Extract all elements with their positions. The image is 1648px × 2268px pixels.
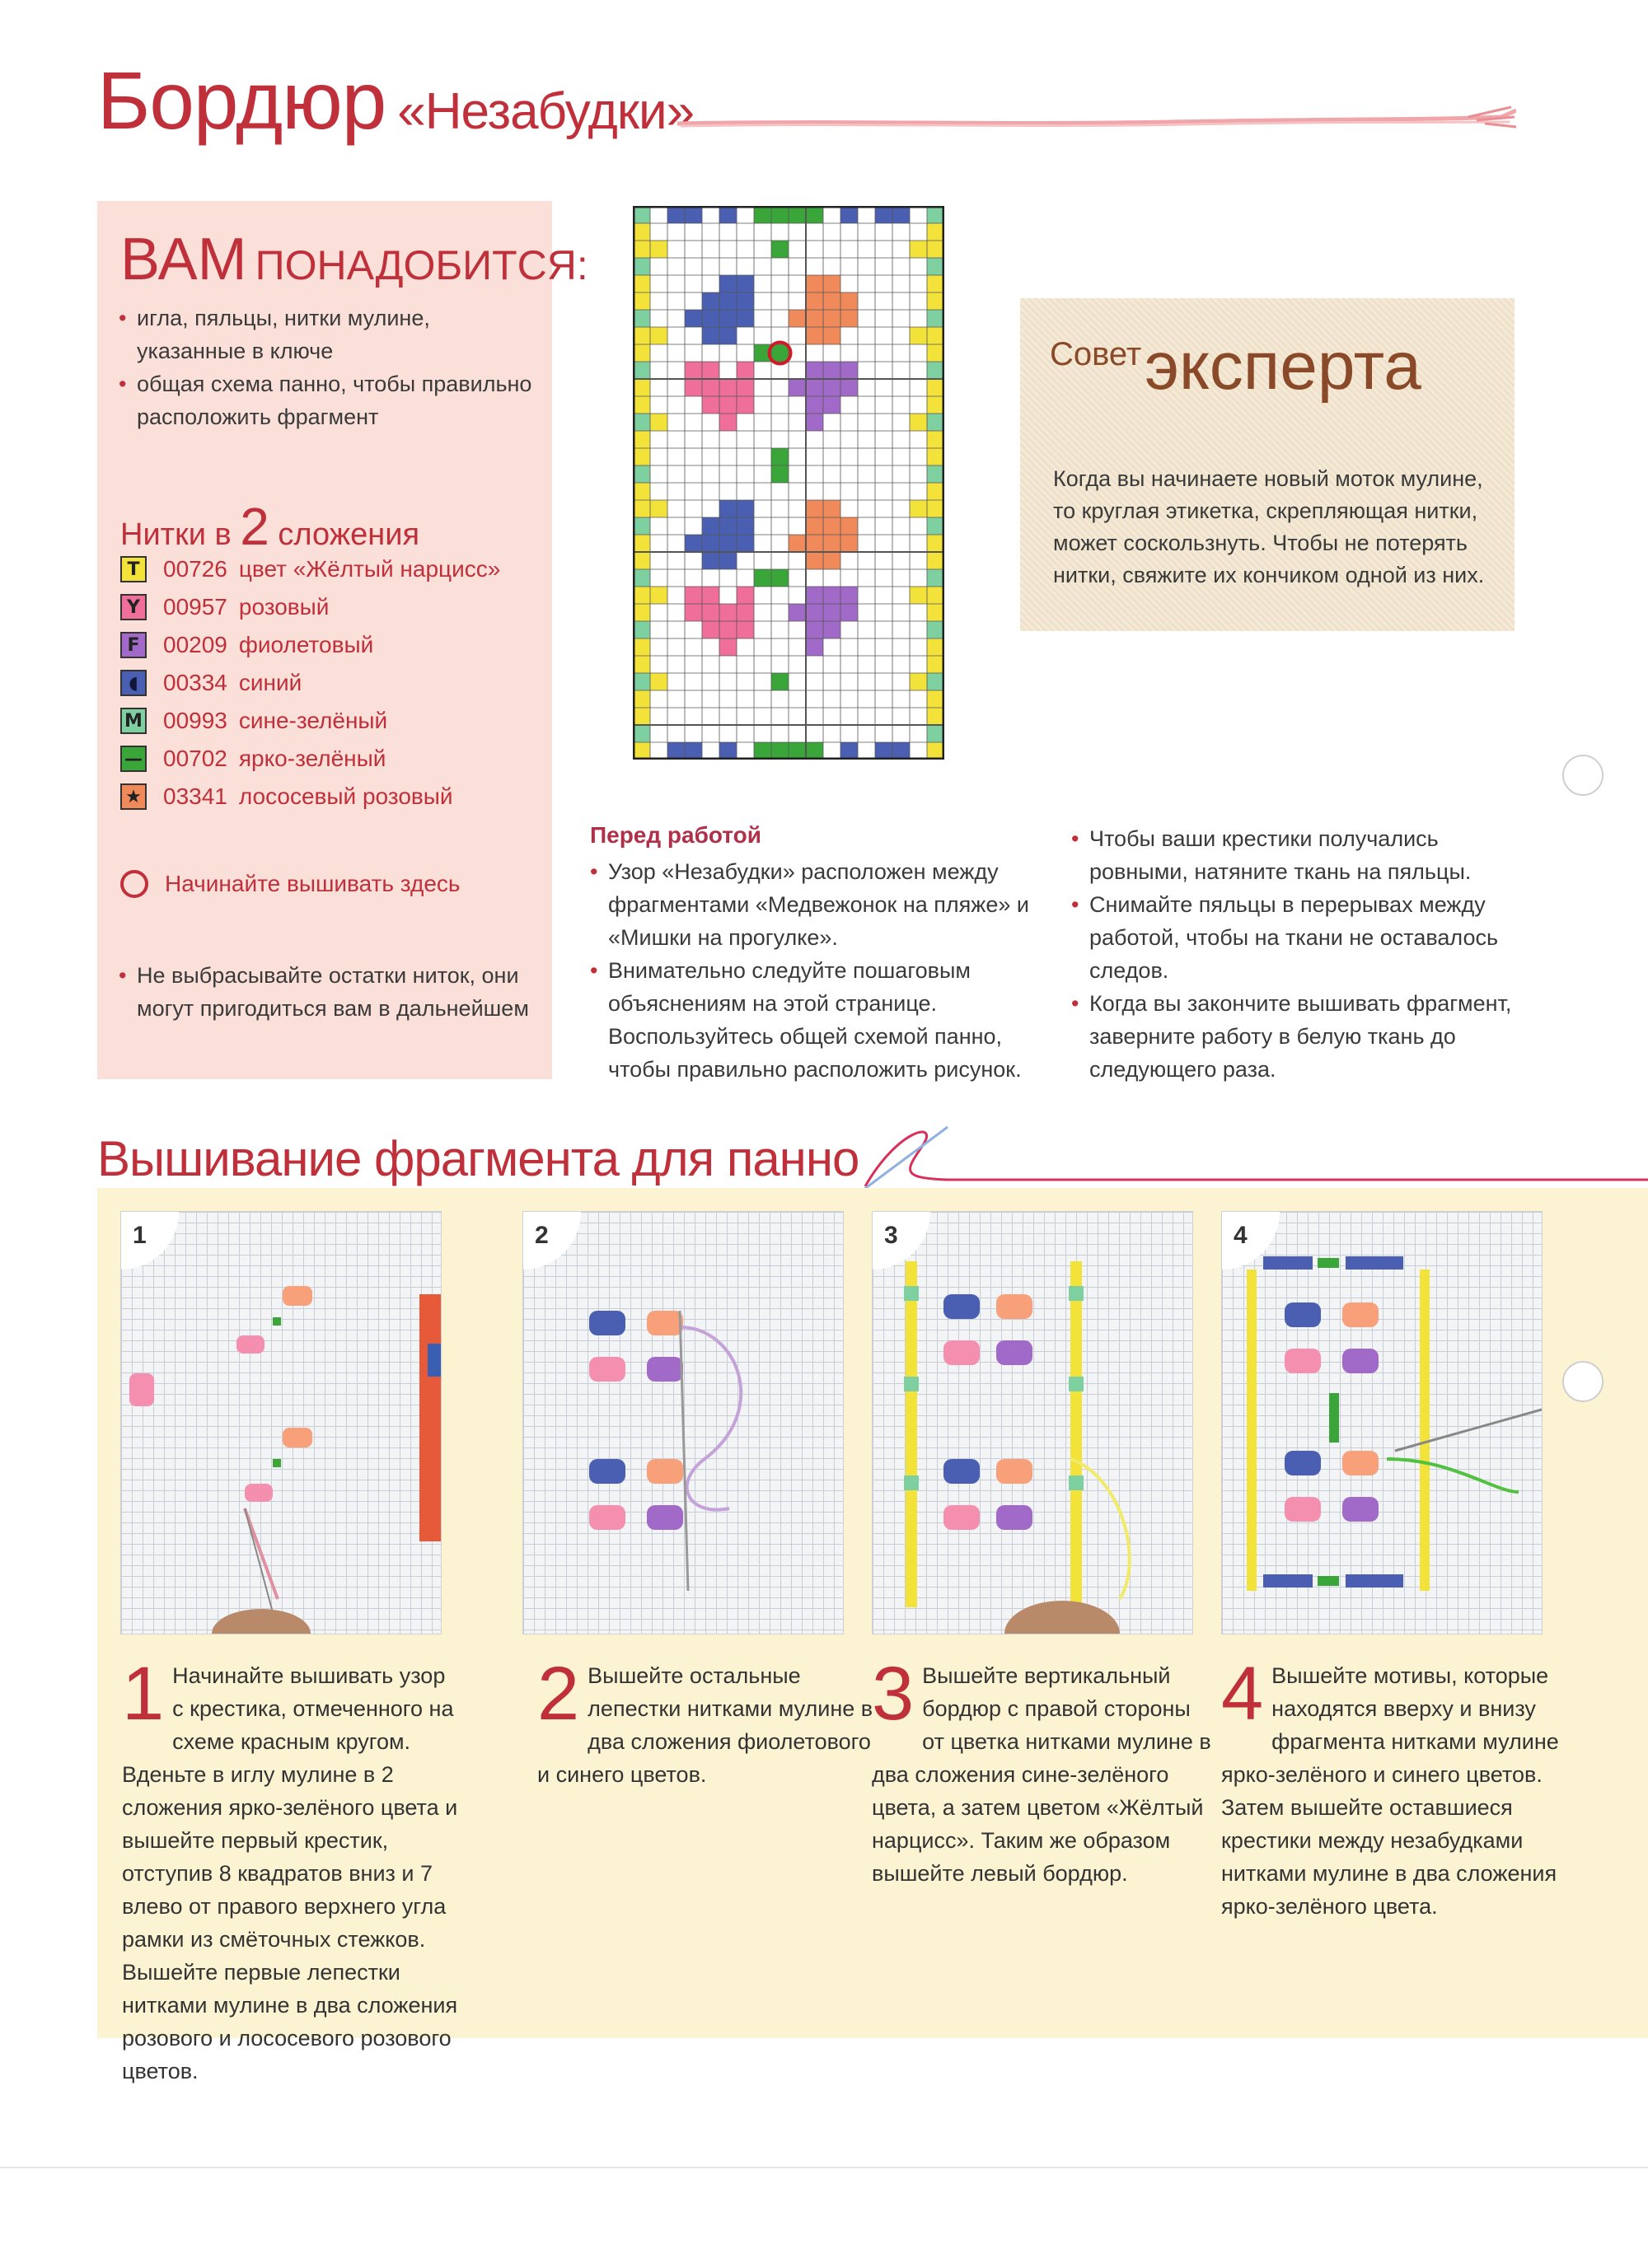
step-number: 3: [872, 1652, 915, 1736]
step-description: Начинайте вышивать узор с крестика, отмеченного на схеме красным кругом. Вденьте в иглу мулине в 2 сложения ярко-зелёного цвета и вышейте первый крестик, отступив 8 квадратов вниз и 7 влево от правого верхнего угла рамки из смёточных стежков. Вышейте первые лепестки нитками мулине в два сложения розового и лососевого розового цветов.: [122, 1663, 458, 2083]
supplies-heading-big: ВАМ: [120, 227, 247, 292]
chart-stitch: [633, 414, 650, 431]
chart-stitch: [823, 292, 840, 310]
chart-stitch: [702, 552, 719, 569]
chart-stitch: [927, 344, 944, 362]
chart-stitch: [892, 742, 910, 760]
chart-stitch: [719, 517, 737, 535]
chart-stitch: [927, 587, 944, 604]
chart-stitch: [771, 742, 789, 760]
chart-stitch: [927, 431, 944, 448]
chart-stitch: [875, 206, 892, 223]
tips-item: • Когда вы закончите вышивать фрагмент, заверните работу в белую ткань до следующего раза.: [1071, 987, 1533, 1086]
chart-stitch: [719, 535, 737, 552]
thread-name: лососевый розовый: [238, 783, 453, 809]
chart-stitch: [927, 569, 944, 587]
chart-stitch: [633, 292, 650, 310]
chart-stitch: [806, 379, 823, 396]
chart-stitch: [633, 517, 650, 535]
chart-stitch: [719, 638, 737, 656]
chart-stitch: [754, 742, 771, 760]
chart-stitch: [927, 465, 944, 483]
chart-stitch: [806, 500, 823, 517]
chart-stitch: [927, 708, 944, 725]
step-photo-1: [120, 1211, 442, 1634]
chart-stitch: [771, 569, 789, 587]
before-work-item: • Внимательно следуйте пошаговым объяснениям на этой странице. Воспользуйтесь общей схемой панно, чтобы правильно расположить рисунок.: [590, 954, 1035, 1086]
chart-stitch: [737, 379, 754, 396]
chart-stitch: [789, 310, 806, 327]
step-photo-number: 1: [121, 1212, 179, 1270]
chart-stitch: [840, 535, 858, 552]
chart-stitch: [927, 448, 944, 465]
chart-stitch: [806, 535, 823, 552]
chart-stitch: [840, 742, 858, 760]
chart-stitch: [927, 552, 944, 569]
chart-stitch: [633, 465, 650, 483]
step-text-4: [1221, 1652, 1561, 1923]
chart-stitch: [737, 500, 754, 517]
thread-key-list: [120, 550, 549, 816]
chart-stitch: [789, 604, 806, 621]
chart-stitch: [685, 310, 702, 327]
step-description: Вышейте вертикальный бордюр с правой стороны от цветка нитками мулине в два сложения сине-зелёного цвета, а затем цветом «Жёлтый нарцисс». Таким же образом вышейте левый бордюр.: [872, 1663, 1211, 1886]
chart-stitch: [806, 275, 823, 292]
chart-stitch: [771, 465, 789, 483]
chart-stitch: [633, 275, 650, 292]
chart-stitch: [633, 344, 650, 362]
chart-stitch: [840, 362, 858, 379]
cross-stitch-chart-svg: [633, 206, 944, 760]
chart-stitch: [823, 310, 840, 327]
chart-stitch: [771, 673, 789, 690]
step-description: Вышейте остальные лепестки нитками мулине в два сложения фиолетового и синего цветов.: [537, 1663, 873, 1787]
page-divider: [0, 2167, 1648, 2168]
chart-stitch: [823, 621, 840, 638]
before-work-list: [590, 855, 1035, 1086]
chart-stitch: [737, 275, 754, 292]
step-number: 1: [122, 1652, 165, 1736]
supplies-heading-small: ПОНАДОБИТСЯ:: [255, 242, 588, 288]
chart-stitch: [737, 604, 754, 621]
chart-stitch: [633, 362, 650, 379]
chart-stitch: [910, 587, 927, 604]
threads-heading-post: сложения: [278, 517, 420, 552]
chart-stitch: [771, 344, 789, 362]
chart-stitch: [806, 604, 823, 621]
chart-stitch: [910, 327, 927, 344]
chart-stitch: [806, 742, 823, 760]
chart-stitch: [685, 362, 702, 379]
step-photo-3: [872, 1211, 1193, 1634]
chart-stitch: [754, 206, 771, 223]
step-text-3: [872, 1652, 1211, 1890]
chart-stitch: [927, 396, 944, 414]
chart-stitch: [633, 431, 650, 448]
start-label: Начинайте вышивать здесь: [165, 871, 461, 896]
chart-stitch: [806, 587, 823, 604]
chart-stitch: [633, 483, 650, 500]
thread-key-row: [120, 626, 549, 664]
chart-stitch: [840, 604, 858, 621]
chart-stitch: [910, 673, 927, 690]
thread-code: 00334: [163, 670, 227, 695]
leftovers-note: [119, 959, 539, 1025]
chart-stitch: [927, 725, 944, 742]
chart-stitch: [633, 535, 650, 552]
supplies-item: • общая схема панно, чтобы правильно расположить фрагмент: [119, 367, 539, 433]
chart-stitch: [927, 638, 944, 656]
step-text-1: [122, 1652, 461, 2088]
chart-stitch: [633, 379, 650, 396]
chart-stitch: [702, 362, 719, 379]
chart-stitch: [702, 379, 719, 396]
chart-stitch: [927, 690, 944, 708]
chart-stitch: [823, 552, 840, 569]
tips-item: • Чтобы ваши крестики получались ровными, натяните ткань на пяльцы.: [1071, 822, 1533, 888]
chart-stitch: [806, 638, 823, 656]
chart-stitch: [719, 604, 737, 621]
expert-tip-title-large: эксперта: [1145, 329, 1421, 404]
tips-item: • Снимайте пяльцы в перерывах между работой, чтобы на ткани не оставалось следов.: [1071, 888, 1533, 987]
thread-swatch-icon: ◖: [120, 670, 147, 696]
thread-code: 00726: [163, 556, 227, 582]
chart-stitch: [633, 569, 650, 587]
chart-stitch: [702, 327, 719, 344]
thread-name: сине-зелёный: [238, 708, 388, 733]
thread-key-row: [120, 740, 549, 778]
thread-name: синий: [238, 670, 302, 695]
chart-stitch: [927, 656, 944, 673]
thread-key-row: [120, 588, 549, 626]
chart-stitch: [633, 690, 650, 708]
thread-code: 00957: [163, 594, 227, 620]
chart-stitch: [789, 206, 806, 223]
chart-stitch: [823, 535, 840, 552]
leftovers-item: • Не выбрасывайте остатки ниток, они могут пригодиться вам в дальнейшем: [119, 959, 539, 1025]
chart-stitch: [737, 535, 754, 552]
chart-stitch: [823, 275, 840, 292]
chart-stitch: [823, 604, 840, 621]
chart-stitch: [702, 535, 719, 552]
chart-stitch: [737, 292, 754, 310]
chart-stitch: [927, 604, 944, 621]
chart-stitch: [806, 517, 823, 535]
chart-stitch: [875, 742, 892, 760]
chart-stitch: [927, 483, 944, 500]
chart-stitch: [633, 258, 650, 275]
step-number: 2: [537, 1652, 580, 1736]
chart-stitch: [823, 587, 840, 604]
step-photo-1-illustration: [121, 1212, 441, 1634]
chart-stitch: [633, 673, 650, 690]
threads-heading: [120, 496, 419, 557]
chart-stitch: [633, 327, 650, 344]
chart-stitch: [927, 310, 944, 327]
thread-swatch-icon: F: [120, 632, 147, 658]
chart-stitch: [840, 587, 858, 604]
chart-stitch: [633, 587, 650, 604]
chart-stitch: [892, 206, 910, 223]
step-photo-2: [522, 1211, 844, 1634]
chart-stitch: [685, 535, 702, 552]
chart-stitch: [650, 414, 667, 431]
chart-grid: [633, 206, 944, 760]
chart-stitch: [840, 206, 858, 223]
chart-stitch: [737, 621, 754, 638]
chart-stitch: [633, 310, 650, 327]
chart-stitch: [927, 362, 944, 379]
chart-stitch: [754, 569, 771, 587]
chart-stitch: [719, 552, 737, 569]
chart-stitch: [633, 396, 650, 414]
chart-stitch: [806, 362, 823, 379]
before-work-heading: Перед работой: [590, 822, 761, 848]
chart-stitch: [633, 621, 650, 638]
chart-stitch: [927, 673, 944, 690]
step-photo-3-illustration: [873, 1212, 1192, 1634]
chart-stitch: [806, 621, 823, 638]
chart-stitch: [633, 742, 650, 760]
thread-decoration: [677, 105, 1516, 138]
tips-list: [1071, 822, 1533, 1086]
thread-key-row: [120, 664, 549, 702]
chart-stitch: [650, 673, 667, 690]
chart-stitch: [806, 206, 823, 223]
chart-stitch: [633, 241, 650, 258]
supplies-heading: [120, 226, 588, 293]
chart-stitch: [702, 587, 719, 604]
chart-stitch: [927, 206, 944, 223]
chart-stitch: [806, 552, 823, 569]
binder-hole: [1562, 1361, 1604, 1402]
chart-stitch: [633, 656, 650, 673]
step-photo-2-illustration: [523, 1212, 843, 1634]
expert-tip-title: [1050, 328, 1421, 405]
chart-stitch: [633, 448, 650, 465]
chart-stitch: [719, 310, 737, 327]
chart-stitch: [927, 621, 944, 638]
chart-stitch: [702, 396, 719, 414]
chart-stitch: [719, 275, 737, 292]
chart-stitch: [806, 396, 823, 414]
chart-stitch: [927, 223, 944, 241]
page-title: [97, 54, 694, 147]
chart-stitch: [806, 292, 823, 310]
thread-code: 03341: [163, 783, 227, 809]
chart-stitch: [650, 500, 667, 517]
step-text-2: [537, 1652, 877, 1791]
chart-stitch: [633, 206, 650, 223]
thread-code: 00993: [163, 708, 227, 733]
threads-heading-pre: Нитки в: [120, 517, 232, 552]
chart-stitch: [823, 362, 840, 379]
thread-swatch-icon: T: [120, 556, 147, 582]
chart-stitch: [719, 396, 737, 414]
chart-stitch: [927, 258, 944, 275]
chart-stitch: [737, 362, 754, 379]
chart-stitch: [633, 552, 650, 569]
chart-stitch: [702, 621, 719, 638]
chart-stitch: [685, 587, 702, 604]
chart-stitch: [910, 241, 927, 258]
chart-stitch: [719, 206, 737, 223]
chart-stitch: [685, 742, 702, 760]
chart-stitch: [910, 414, 927, 431]
chart-stitch: [771, 241, 789, 258]
chart-stitch: [702, 310, 719, 327]
thread-key-row: [120, 702, 549, 740]
step-photo-4: [1221, 1211, 1543, 1634]
chart-stitch: [927, 742, 944, 760]
chart-stitch: [840, 292, 858, 310]
page-title-sub: «Незабудки»: [397, 83, 695, 140]
chart-stitch: [650, 587, 667, 604]
chart-stitch: [633, 500, 650, 517]
chart-stitch: [667, 206, 685, 223]
chart-stitch: [806, 310, 823, 327]
thread-code: 00209: [163, 632, 227, 657]
chart-stitch: [633, 604, 650, 621]
chart-stitch: [840, 379, 858, 396]
chart-stitch: [685, 379, 702, 396]
chart-stitch: [719, 379, 737, 396]
cross-stitch-chart: [633, 206, 944, 760]
thread-name: цвет «Жёлтый нарцисс»: [238, 556, 501, 582]
chart-stitch: [840, 517, 858, 535]
chart-stitch: [633, 223, 650, 241]
chart-stitch: [823, 327, 840, 344]
thread-swatch-icon: M: [120, 708, 147, 734]
before-work-item: • Узор «Незабудки» расположен между фрагментами «Медвежонок на пляже» и «Мишки на прогулке».: [590, 855, 1035, 954]
chart-stitch: [789, 535, 806, 552]
chart-stitch: [927, 379, 944, 396]
chart-stitch: [633, 725, 650, 742]
start-circle-icon: [120, 870, 148, 898]
step-photo-4-illustration: [1222, 1212, 1542, 1634]
chart-stitch: [806, 414, 823, 431]
chart-stitch: [823, 500, 840, 517]
step-description: Вышейте мотивы, которые находятся вверху и внизу фрагмента нитками мулине ярко-зелёного и синего цветов. Затем вышейте оставшиеся крестики между незабудками нитками мулине в два сложения ярко-зелёного цвета.: [1221, 1663, 1559, 1919]
thread-swirl-decoration: [849, 1112, 1648, 1195]
chart-stitch: [927, 500, 944, 517]
chart-stitch: [806, 327, 823, 344]
step-number: 4: [1221, 1652, 1264, 1736]
chart-stitch: [927, 535, 944, 552]
chart-stitch: [719, 742, 737, 760]
thread-swatch-icon: —: [120, 746, 147, 772]
chart-stitch: [633, 708, 650, 725]
start-marker-legend: [120, 870, 460, 898]
chart-stitch: [771, 448, 789, 465]
chart-stitch: [927, 327, 944, 344]
chart-stitch: [650, 241, 667, 258]
page-title-main: Бордюр: [97, 55, 386, 146]
chart-stitch: [789, 742, 806, 760]
chart-stitch: [633, 638, 650, 656]
thread-name: фиолетовый: [238, 632, 374, 657]
expert-tip-text: Когда вы начинаете новый моток мулине, то круглая этикетка, скрепляющая нитки, может соскользнуть. Чтобы не потерять нитки, свяжите их кончиком одной из них.: [1053, 466, 1485, 587]
threads-heading-num: 2: [240, 497, 269, 556]
binder-hole: [1562, 755, 1604, 796]
step-photo-number: 3: [873, 1212, 930, 1270]
chart-stitch: [685, 604, 702, 621]
supplies-item: • игла, пяльцы, нитки мулине, указанные в ключе: [119, 302, 539, 367]
chart-stitch: [823, 396, 840, 414]
supplies-panel: [97, 201, 588, 1079]
expert-tip-title-small: Совет: [1050, 336, 1142, 372]
chart-stitch: [927, 241, 944, 258]
thread-swatch-icon: ★: [120, 783, 147, 810]
chart-stitch: [927, 414, 944, 431]
chart-stitch: [667, 742, 685, 760]
chart-stitch: [719, 621, 737, 638]
chart-stitch: [789, 379, 806, 396]
thread-key-row: [120, 550, 549, 588]
thread-name: ярко-зелёный: [238, 746, 386, 771]
expert-tip-panel: [1020, 298, 1515, 631]
chart-stitch: [840, 310, 858, 327]
chart-stitch: [719, 414, 737, 431]
step-photo-number: 2: [523, 1212, 581, 1270]
chart-stitch: [719, 500, 737, 517]
chart-stitch: [737, 517, 754, 535]
section-title: Вышивание фрагмента для панно: [97, 1131, 859, 1186]
chart-stitch: [927, 517, 944, 535]
chart-stitch: [910, 500, 927, 517]
chart-stitch: [771, 206, 789, 223]
chart-stitch: [719, 327, 737, 344]
chart-stitch: [927, 275, 944, 292]
chart-stitch: [650, 327, 667, 344]
chart-stitch: [702, 517, 719, 535]
chart-stitch: [823, 379, 840, 396]
chart-stitch: [737, 310, 754, 327]
chart-stitch: [719, 292, 737, 310]
thread-swatch-icon: Y: [120, 594, 147, 620]
chart-stitch: [702, 292, 719, 310]
supplies-list: [119, 302, 539, 433]
chart-stitch: [823, 517, 840, 535]
thread-key-row: [120, 778, 549, 816]
chart-stitch: [927, 292, 944, 310]
steps-panel: [97, 1188, 1648, 2083]
chart-stitch: [737, 587, 754, 604]
chart-stitch: [685, 206, 702, 223]
chart-stitch: [702, 604, 719, 621]
thread-name: розовый: [238, 594, 330, 620]
chart-stitch: [737, 396, 754, 414]
thread-code: 00702: [163, 746, 227, 771]
step-photo-number: 4: [1222, 1212, 1280, 1270]
